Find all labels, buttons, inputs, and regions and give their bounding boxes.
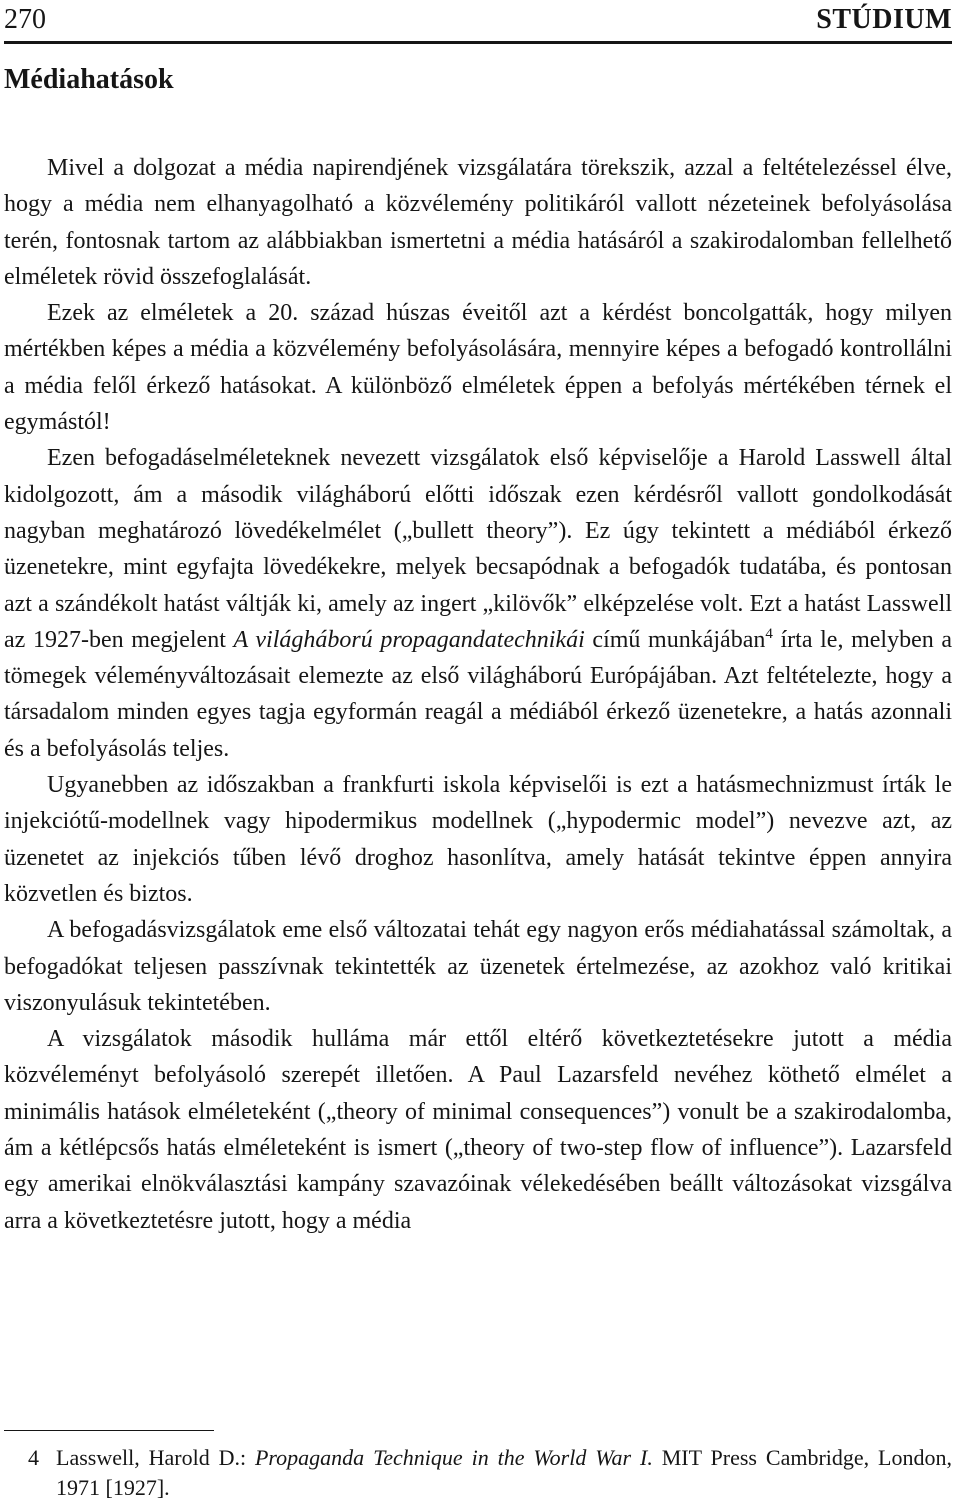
footnote-text: [56, 1443, 952, 1503]
paragraph-3: [4, 440, 952, 767]
footnote-rule: [4, 1430, 214, 1431]
page-number: 270: [4, 4, 46, 35]
header-rule: [4, 41, 952, 44]
footnote-publisher: MIT Press Cambridge, London, 1971 [1927].: [56, 1445, 952, 1500]
paragraph-3-text-mid: című munkájában: [584, 626, 766, 653]
footnote-reference[interactable]: 4: [765, 625, 773, 642]
footnote-number: 4: [28, 1445, 39, 1470]
paragraph-4: Ugyanebben az időszakban a frankfurti iskola képviselői is ezt a hatásmechnizmust írták le injekciótű-modellnek vagy hipodermikus modellnek („hypodermic model”) nevezve azt, az üzenetet az injekciós tűben lévő droghoz hasonlítva, amely hatását tekintve éppen annyira közvetlen és biztos.: [4, 772, 952, 907]
paragraph-3-text-before: Ezen befogadáselméleteknek nevezett vizsgálatok első képviselője a Harold Lasswell által kidolgozott, ám a második világháború előtti időszak ezen kérdésről vallott gondolkodását nagyban meghatározó lövedékelmélet („bullett theory”). Ez úgy tekintett a médiából érkező üzenetekre, mint egyfajta lövedékekre, melyek becsapódnak a befogadók tudatába, és pontosan azt a szándékolt hatást váltják ki, amely az ingert „kilövők” elképzelése volt. Ezt a hatást Lasswell az 1927-ben megjelent: [4, 445, 952, 653]
footnote-title: Propaganda Technique in the World War I.: [254, 1445, 653, 1470]
paragraph-3-text-after: írta le, melyben a tömegek véleményváltozásait elemezte az első világháború Európájában. Azt feltételezte, hogy a társadalom minden egyes tagja egyformán reagál a médiából érkező üzenetekre, a hatás azonnali és a befolyásolás teljes.: [4, 626, 953, 762]
cited-work-title: A világháború propagandatechnikái: [233, 626, 585, 653]
paragraph-2: Ezek az elméletek a 20. század húszas éveitől azt a kérdést boncolgatták, hogy milyen mértékben képes a média a közvélemény befolyásolására, mennyire képes a befogadó kontrollálni a média felől érkező hatásokat. A különböző elméletek éppen a befolyás mértékében térnek el egymástól!: [4, 300, 952, 436]
footnote-author: Lasswell, Harold D.:: [56, 1445, 255, 1470]
running-head: STÚDIUM: [816, 4, 952, 35]
section-title: Médiahatások: [4, 64, 174, 95]
body-text: [4, 150, 952, 1239]
page-header: [4, 0, 952, 40]
footnote: [22, 1443, 952, 1503]
paragraph-5: A befogadásvizsgálatok eme első változatai tehát egy nagyon erős médiahatással számoltak, a befogadókat teljesen passzívnak tekintették az üzenetek értelmezése, az azokhoz való kritikai viszonyulásuk tekintetében.: [4, 917, 952, 1016]
paragraph-6: A vizsgálatok második hulláma már ettől eltérő következtetésekre jutott a média közvéleményt befolyásoló szerepét illetően. A Paul Lazarsfeld nevéhez köthető elmélet a minimális hatások elméleteként („theory of minimal consequences”) vonult be a szakirodalomba, ám a kétlépcsős hatás elméleteként is ismert („theory of two-step flow of influence”). Lazarsfeld egy amerikai elnökválasztási kampány szavazóinak vélekedésében beállt változásokat vizsgálva arra a következtetésre jutott, hogy a média: [4, 1026, 952, 1234]
paragraph-1: Mivel a dolgozat a média napirendjének vizsgálatára törekszik, azzal a feltételezéssel élve, hogy a média nem elhanyagolható a közvélemény politikáról vallott nézeteinek befolyásolása terén, fontosnak tartom az alábbiakban ismertetni a média hatásáról a szakirodalomban fellelhető elméletek rövid összefoglalását.: [4, 155, 952, 290]
